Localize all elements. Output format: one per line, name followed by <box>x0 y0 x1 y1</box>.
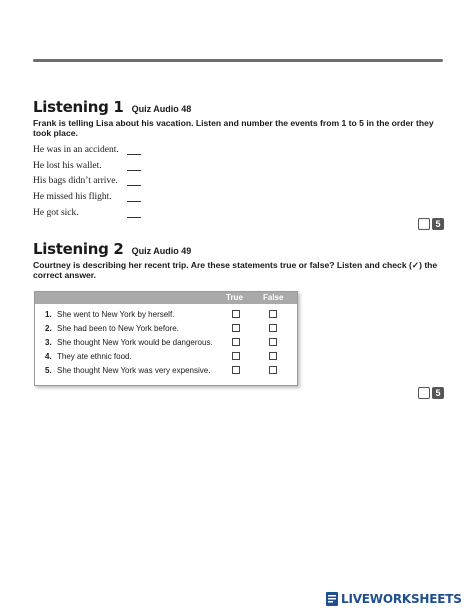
footer-brand <box>326 592 462 606</box>
list-item <box>33 161 153 177</box>
answer-blank[interactable] <box>127 170 141 171</box>
score-total: 5 <box>432 218 444 230</box>
score-box[interactable] <box>418 387 430 399</box>
answer-blank[interactable] <box>127 201 141 202</box>
score-box[interactable] <box>418 218 430 230</box>
list-item <box>33 208 153 224</box>
true-checkbox[interactable] <box>232 352 240 360</box>
answer-blank[interactable] <box>127 185 141 186</box>
listening1-subtitle: Quiz Audio 48 <box>131 104 192 114</box>
listening2-title: Listening 2 <box>33 240 124 258</box>
statement-number: 5. <box>45 366 52 375</box>
listening1-score <box>418 218 444 230</box>
false-checkbox[interactable] <box>269 366 277 374</box>
event-list <box>33 145 153 223</box>
event-text: He was in an accident. <box>33 145 119 155</box>
listening1-instruction: Frank is telling Lisa about his vacation. Listen and number the events from 1 to 5 in the order they took place. <box>33 118 434 138</box>
liveworksheets-logo-icon <box>326 592 338 606</box>
true-checkbox[interactable] <box>232 366 240 374</box>
event-text: He got sick. <box>33 207 79 218</box>
top-rule <box>33 59 443 62</box>
listening1-title: Listening 1 <box>33 98 124 116</box>
false-header: False <box>263 293 284 302</box>
true-header: True <box>226 293 243 302</box>
table-row <box>35 308 297 322</box>
false-checkbox[interactable] <box>269 310 277 318</box>
table-row <box>35 336 297 350</box>
listening2-heading <box>33 240 191 258</box>
false-checkbox[interactable] <box>269 324 277 332</box>
listening2-instruction: Courtney is describing her recent trip. Are these statements true or false? Listen and check (✓) the correct answer. <box>33 260 438 280</box>
statement-number: 1. <box>45 310 52 319</box>
statement-text: She thought New York would be dangerous. <box>57 338 213 347</box>
score-total: 5 <box>432 387 444 399</box>
table-row <box>35 364 297 378</box>
answer-blank[interactable] <box>127 154 141 155</box>
table-row <box>35 322 297 336</box>
statement-text: She thought New York was very expensive. <box>57 366 211 375</box>
false-checkbox[interactable] <box>269 338 277 346</box>
true-checkbox[interactable] <box>232 310 240 318</box>
list-item <box>33 176 153 192</box>
statement-text: She went to New York by herself. <box>57 310 175 319</box>
false-checkbox[interactable] <box>269 352 277 360</box>
answer-blank[interactable] <box>127 217 141 218</box>
true-checkbox[interactable] <box>232 338 240 346</box>
event-text: His bags didn’t arrive. <box>33 176 118 187</box>
event-text: He missed his flight. <box>33 192 112 203</box>
true-false-table <box>34 291 298 386</box>
statement-text: She had been to New York before. <box>57 324 179 333</box>
table-header <box>35 292 297 304</box>
true-checkbox[interactable] <box>232 324 240 332</box>
list-item <box>33 145 153 161</box>
listening1-heading <box>33 98 191 116</box>
statement-number: 3. <box>45 338 52 347</box>
statement-text: They ate ethnic food. <box>57 352 132 361</box>
statement-number: 4. <box>45 352 52 361</box>
brand-name: LIVEWORKSHEETS <box>341 592 462 606</box>
statement-number: 2. <box>45 324 52 333</box>
list-item <box>33 192 153 208</box>
listening2-score <box>418 387 444 399</box>
listening2-subtitle: Quiz Audio 49 <box>131 246 192 256</box>
event-text: He lost his wallet. <box>33 160 102 171</box>
table-row <box>35 350 297 364</box>
